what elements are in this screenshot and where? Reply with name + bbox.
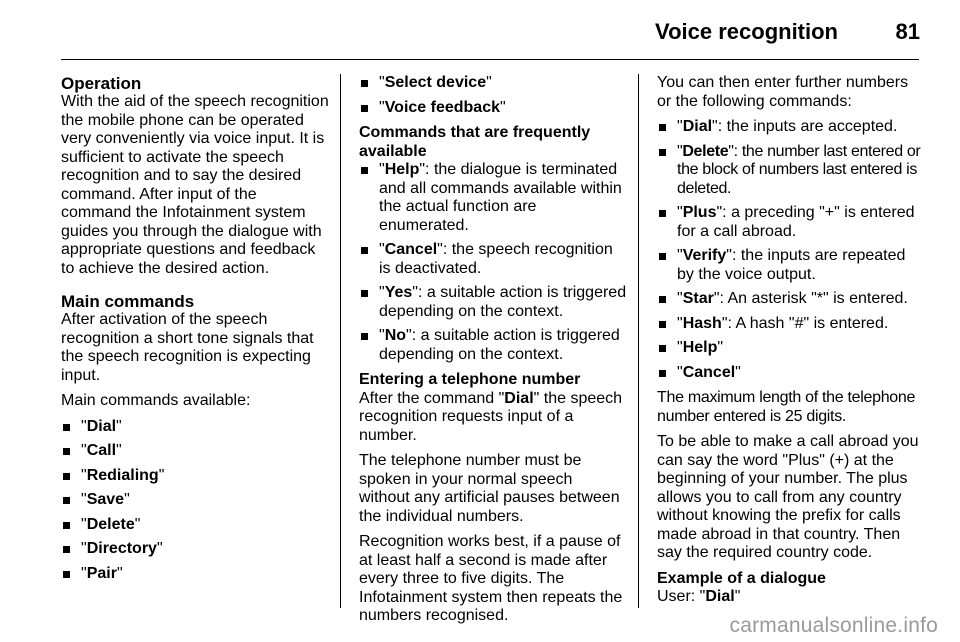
entering-number-heading: Entering a telephone number: [359, 371, 581, 388]
list-item: "Delete": [61, 516, 329, 535]
command-name: Help: [384, 161, 420, 178]
more-commands-list: [359, 74, 627, 117]
bullet-icon: [659, 296, 666, 303]
command-name: Plus: [682, 204, 717, 221]
operation-heading: Operation: [61, 74, 142, 93]
page-number: 81: [895, 19, 920, 44]
command-name: Call: [86, 442, 117, 459]
command-name: Redialing: [86, 466, 159, 484]
bullet-icon: [63, 522, 70, 529]
list-item: "No": a suitable action is triggered depending on the context.: [359, 327, 627, 364]
command-name: Dial: [86, 417, 117, 435]
operation-paragraph: With the aid of the speech recognition the mobile phone can be operated very conveniently via voice input. It is sufficient to activate the speech recognition and to say the desired command. After input of the command the Infotainment system guides you through the dialogue with appropriate questions and feedback to achieve the desired action.: [61, 93, 329, 277]
list-item: "Help": [657, 339, 925, 358]
bullet-icon: [659, 124, 666, 131]
list-item: "Verify": the inputs are repeated by the voice output.: [657, 247, 925, 284]
command-description: : the inputs are repeated by the voice output.: [677, 247, 906, 283]
command-description: : An asterisk "*" is entered.: [719, 290, 908, 307]
command-name: Delete: [682, 142, 729, 160]
column-divider-1: [340, 74, 341, 608]
header-divider: [61, 59, 919, 60]
bullet-icon: [361, 80, 368, 87]
column-1: [61, 74, 329, 590]
further-numbers-paragraph: You can then enter further numbers or the following commands:: [657, 74, 909, 110]
bullet-icon: [659, 321, 666, 328]
command-name: Verify: [682, 247, 727, 264]
page-header: [0, 0, 960, 62]
column-2: [359, 74, 627, 633]
max-length-paragraph: The maximum length of the telephone number entered is 25 digits.: [657, 389, 916, 425]
command-description: : a suitable action is triggered depending on the context.: [379, 284, 627, 320]
command-name: Dial: [682, 118, 713, 135]
list-item: "Save": [61, 491, 329, 510]
command-description: : the number last entered or the block of numbers last entered is deleted.: [677, 142, 921, 197]
call-abroad-paragraph: To be able to make a call abroad you can say the word "Plus" (+) at the beginning of your number. The plus allows you to call from any country without knowing the prefix for calls made abroad in that country. Then say the required country code.: [657, 433, 919, 561]
available-commands-label: Main commands available:: [61, 392, 251, 409]
command-description: : a preceding "+" is entered for a call abroad.: [677, 204, 915, 240]
bullet-icon: [659, 345, 666, 352]
command-name: Select device: [384, 74, 487, 91]
frequent-commands-heading: Commands that are frequently available: [359, 124, 591, 160]
command-name: Cancel: [682, 363, 736, 381]
command-name: Star: [682, 290, 714, 307]
command-name: Hash: [682, 314, 722, 332]
bullet-icon: [659, 253, 666, 260]
bullet-icon: [63, 448, 70, 455]
number-commands-list: [657, 118, 925, 382]
list-item: "Pair": [61, 565, 329, 584]
frequent-commands-list: [359, 161, 627, 364]
spoken-number-paragraph: The telephone number must be spoken in your normal speech without any artificial pauses between the individual numbers.: [359, 452, 620, 525]
list-item: "Star": An asterisk "*" is entered.: [657, 290, 925, 309]
list-item: "Hash": A hash "#" is entered.: [657, 315, 925, 334]
list-item: "Call": [61, 442, 329, 461]
bullet-icon: [659, 370, 666, 377]
bullet-icon: [63, 497, 70, 504]
bullet-icon: [63, 473, 70, 480]
command-name: Dial: [504, 389, 534, 407]
list-item: "Dial": [61, 418, 329, 437]
command-description: : the inputs are accepted.: [717, 118, 898, 135]
main-commands-list: [61, 418, 329, 584]
list-item: "Voice feedback": [359, 99, 627, 118]
list-item: "Cancel": [657, 364, 925, 383]
column-divider-2: [638, 74, 639, 608]
example-user-line: User: "Dial": [657, 588, 741, 605]
command-description: : A hash "#" is entered.: [727, 314, 889, 332]
bullet-icon: [63, 571, 70, 578]
page-title: Voice recognition: [655, 19, 838, 44]
command-name: No: [384, 327, 407, 344]
list-item: "Dial": the inputs are accepted.: [657, 118, 925, 137]
list-item: "Yes": a suitable action is triggered depending on the context.: [359, 284, 627, 321]
main-commands-heading: Main commands: [61, 292, 195, 311]
bullet-icon: [361, 167, 368, 174]
recognition-paragraph: Recognition works best, if a pause of at least half a second is made after every three to five digits. The Infotainment system then repeats the numbers recognised.: [359, 533, 623, 624]
bullet-icon: [361, 290, 368, 297]
command-description: : the speech recognition is deactivated.: [379, 241, 613, 277]
command-name: Help: [682, 339, 718, 356]
command-name: Directory: [86, 540, 157, 557]
main-commands-paragraph: After activation of the speech recognition a short tone signals that the speech recognition is expecting input.: [61, 311, 314, 384]
command-description: : the dialogue is terminated and all commands available within the actual function are enumerated.: [379, 161, 622, 234]
command-name: Cancel: [384, 241, 438, 258]
list-item: "Plus": a preceding "+" is entered for a call abroad.: [657, 204, 925, 241]
list-item: "Select device": [359, 74, 627, 93]
bullet-icon: [659, 149, 666, 156]
command-name: Delete: [86, 515, 135, 533]
bullet-icon: [361, 105, 368, 112]
command-name: Yes: [384, 284, 413, 301]
bullet-icon: [63, 424, 70, 431]
list-item: "Redialing": [61, 467, 329, 486]
command-name: Dial: [705, 588, 735, 605]
bullet-icon: [659, 210, 666, 217]
list-item: "Delete": the number last entered or the block of numbers last entered is deleted.: [657, 143, 925, 199]
watermark: carmanualsonline.info: [729, 614, 938, 637]
command-description: : a suitable action is triggered depending on the context.: [379, 327, 620, 363]
entering-number-paragraph: After the command "Dial" the speech recognition requests input of a number.: [359, 389, 623, 444]
example-dialogue-heading: Example of a dialogue: [657, 569, 826, 587]
bullet-icon: [361, 247, 368, 254]
column-3: [657, 74, 925, 614]
command-name: Save: [86, 491, 125, 508]
bullet-icon: [361, 333, 368, 340]
command-name: Pair: [86, 564, 117, 582]
list-item: "Directory": [61, 540, 329, 559]
command-name: Voice feedback: [384, 98, 500, 116]
list-item: "Cancel": the speech recognition is deactivated.: [359, 241, 627, 278]
bullet-icon: [63, 546, 70, 553]
list-item: "Help": the dialogue is terminated and all commands available within the actual function are enumerated.: [359, 161, 627, 235]
